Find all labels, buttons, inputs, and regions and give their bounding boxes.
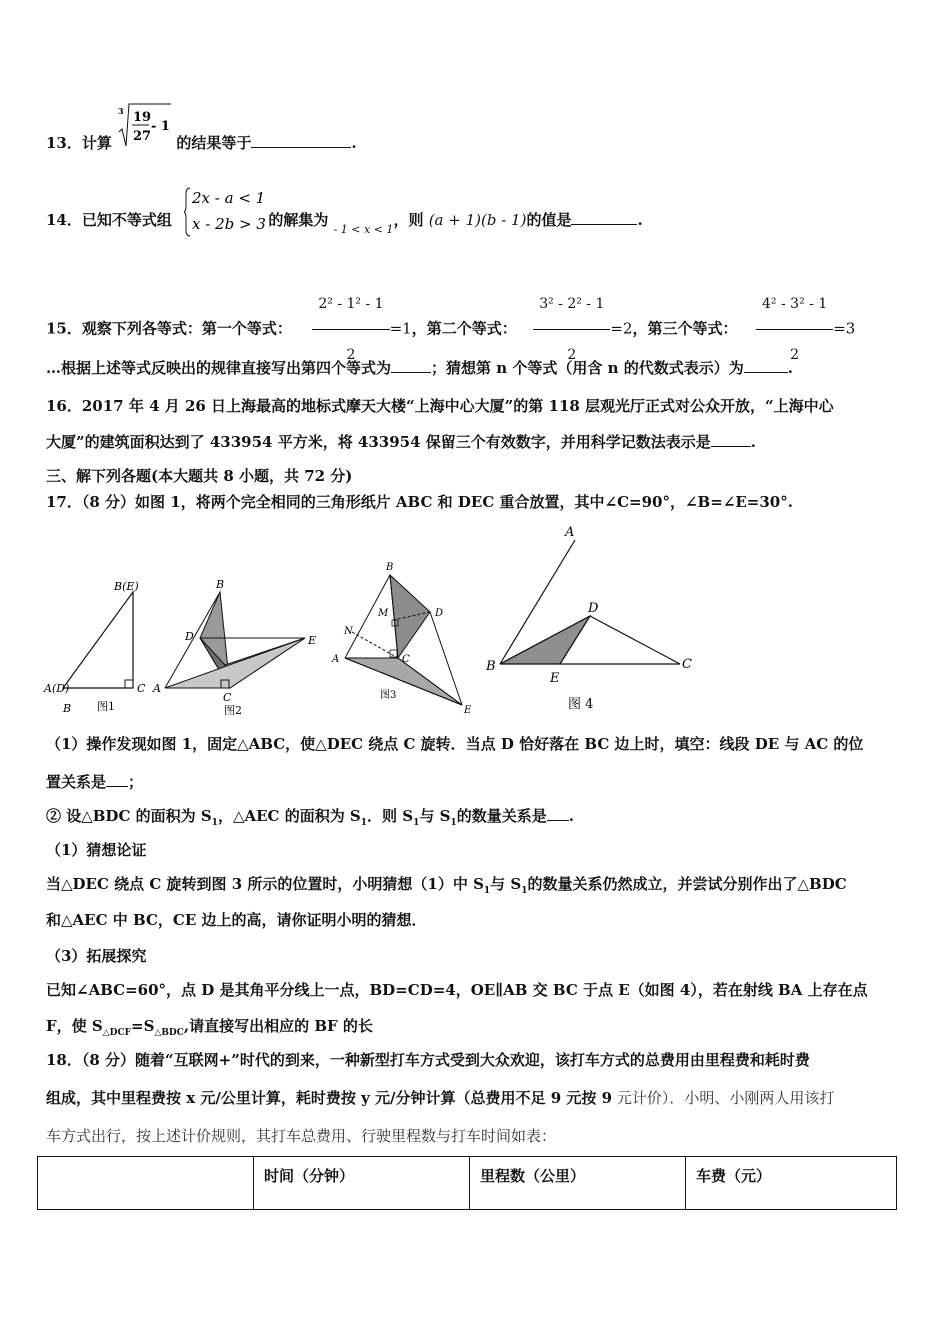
label-B: B	[216, 578, 225, 591]
q17-part4-line2: F，使 $S_{\triangle DCF}=S_{\triangle BDC}$,请直接写出相应的 BF 的长	[46, 1017, 373, 1038]
label-C: C	[682, 657, 692, 672]
table-header-row	[38, 1157, 897, 1210]
equation-3-fraction: $\frac{\text{4² - 3² - 1}}{2}$	[756, 281, 833, 378]
q17-part3-line1: 当△DEC 绕点 C 旋转到图 3 所示的位置时，小明猜想（1）中 $S_1$与 $S_1$的数量关系仍然成立，并尝试分别作出了△BDC	[46, 875, 847, 896]
figure-1	[43, 580, 146, 715]
figures-row	[30, 520, 710, 720]
equation-2-value: =2	[610, 319, 633, 338]
answer-blank[interactable]	[106, 772, 128, 787]
table-header-cell	[38, 1157, 254, 1210]
inequality-1: 2x - a < 1	[192, 189, 266, 207]
equation-1-fraction: $\frac{\text{2² - 1² - 1}}{2}$	[312, 281, 389, 378]
label-C: C	[402, 654, 410, 665]
q17-heading-extension: （3）拓展探究	[46, 947, 147, 965]
q17-part1-line1: （1）操作发现如图 1，固定△ABC，使△DEC 绕点 C 旋转．当点 D 恰好落在 BC 边上时，填空：线段 DE 与 AC 的位	[46, 735, 864, 753]
figure-4	[485, 525, 692, 712]
root-index: 3	[118, 106, 124, 116]
table-header-distance: 里程数（公里）	[470, 1157, 686, 1210]
label-E: E	[308, 634, 317, 647]
answer-blank[interactable]	[391, 358, 431, 373]
answer-blank[interactable]	[251, 133, 351, 148]
question-16-line2: 大厦”的建筑面积达到了 433954 平方米，将 433954 保留三个有效数字，并用科学记数法表示是 .	[46, 433, 756, 451]
question-18-line3: 车方式出行，按上述计价规则，其打车总费用、行驶里程数与打车时间如表：	[46, 1127, 557, 1145]
cube-root-expression	[117, 106, 171, 148]
radicand-numerator: 19	[133, 110, 152, 125]
label-D: D	[185, 630, 194, 643]
label-N: N	[344, 626, 353, 637]
label-C: C	[223, 691, 232, 704]
q17-part1-line2: 置关系是 ；	[46, 773, 144, 791]
table-header-time: 时间（分钟）	[254, 1157, 470, 1210]
root-sign	[117, 102, 171, 148]
q17-part2: ② 设△BDC 的面积为 $S_1$，△AEC 的面积为 $S_1$．则 $S_1$与 $S_1$的数量关系是 .	[46, 807, 574, 828]
question-15: 15．观察下列各等式：第一个等式： $\frac{\text{2² - 1² - 1}}{2}$ =1，第二个等式： $\frac{\text{3² - 2² - 1}}{2}$ =2，第三个等式： $\frac{\text{4² - 3² - 1}}{2}$ =3	[46, 281, 855, 378]
solution-set: - 1 < x < 1	[333, 223, 394, 236]
answer-blank[interactable]	[744, 358, 788, 373]
figure-4-caption: 图 4	[568, 697, 594, 712]
label-E: E	[464, 705, 472, 716]
answer-blank[interactable]	[711, 432, 751, 447]
question-17-intro: 17．（8 分）如图 1，将两个完全相同的三角形纸片 ABC 和 DEC 重合放置，其中∠C=90°，∠B=∠E=30°.	[46, 493, 793, 511]
label-A: A	[332, 654, 340, 665]
equation-1-value: =1	[389, 319, 412, 338]
equation-3-value: =3	[833, 319, 856, 338]
inequality-2: x - 2b > 3	[192, 215, 266, 233]
label-B: B	[386, 562, 394, 573]
label-B-E: B(E)	[114, 580, 139, 593]
label-A: A	[153, 682, 161, 695]
figure-3-caption: 图3	[380, 690, 397, 701]
label-B: B	[486, 659, 496, 674]
expression: (a + 1)(b - 1)	[428, 211, 527, 229]
question-18-line2: 组成，其中里程费按 x 元/公里计算，耗时费按 y 元/分钟计算（总费用不足 9 元按 9 元计价）．小明、小刚两人用该打	[46, 1089, 835, 1107]
figure-1-caption: 图1	[97, 700, 115, 713]
question-16-line1: 16．2017 年 4 月 26 日上海最高的地标式摩天大楼“上海中心大厦”的第 118 层观光厅正式对公众开放，“上海中心	[46, 397, 834, 415]
q17-part3-line2: 和△AEC 中 BC，CE 边上的高，请你证明小明的猜想．	[46, 911, 427, 929]
label-D: D	[435, 608, 444, 619]
label-D: D	[588, 601, 599, 616]
equation-2-fraction: $\frac{\text{3² - 2² - 1}}{2}$	[533, 281, 610, 378]
q17-part4-line1: 已知∠ABC=60°，点 D 是其角平分线上一点，BD=CD=4，OE∥AB 交 BC 于点 E（如图 4），若在射线 BA 上存在点	[46, 981, 868, 999]
question-13: 13．计算 3 19 27 - 1 的结果等于 .	[46, 128, 357, 153]
radicand-minus-one: - 1	[151, 119, 171, 134]
label-E: E	[550, 671, 560, 686]
label-A: A	[565, 525, 575, 540]
table-header-fare: 车费（元）	[686, 1157, 897, 1210]
radicand-denominator: 27	[133, 129, 152, 144]
label-M: M	[378, 608, 389, 619]
section-heading: 三、解下列各题(本大题共 8 小题，共 72 分)	[46, 467, 353, 485]
label-A-D: A(D)	[44, 682, 70, 695]
answer-blank[interactable]	[571, 210, 637, 225]
figure-2	[152, 578, 316, 717]
question-15-line2: …根据上述等式反映出的规律直接写出第四个等式为 ；猜想第 n 个等式（用含 n 的代数式表示）为 .	[46, 359, 793, 377]
answer-blank[interactable]	[547, 806, 569, 821]
figure-3	[331, 562, 472, 716]
figure-2-caption: 图2	[224, 704, 242, 717]
label-C: C	[137, 682, 146, 695]
q17-heading-conjecture: （1）猜想论证	[46, 841, 147, 859]
question-18-line1: 18．（8 分）随着“互联网+”时代的到来，一种新型打车方式受到大众欢迎，该打车方式的总费用由里程费和耗时费	[46, 1051, 810, 1069]
fare-table	[37, 1156, 897, 1210]
question-14: 14．已知不等式组 的解集为 $_{- 1 < x < 1}$，则 (a + 1)(b - 1)的值是 .	[46, 211, 643, 236]
label-B-bottom: B	[63, 702, 72, 715]
